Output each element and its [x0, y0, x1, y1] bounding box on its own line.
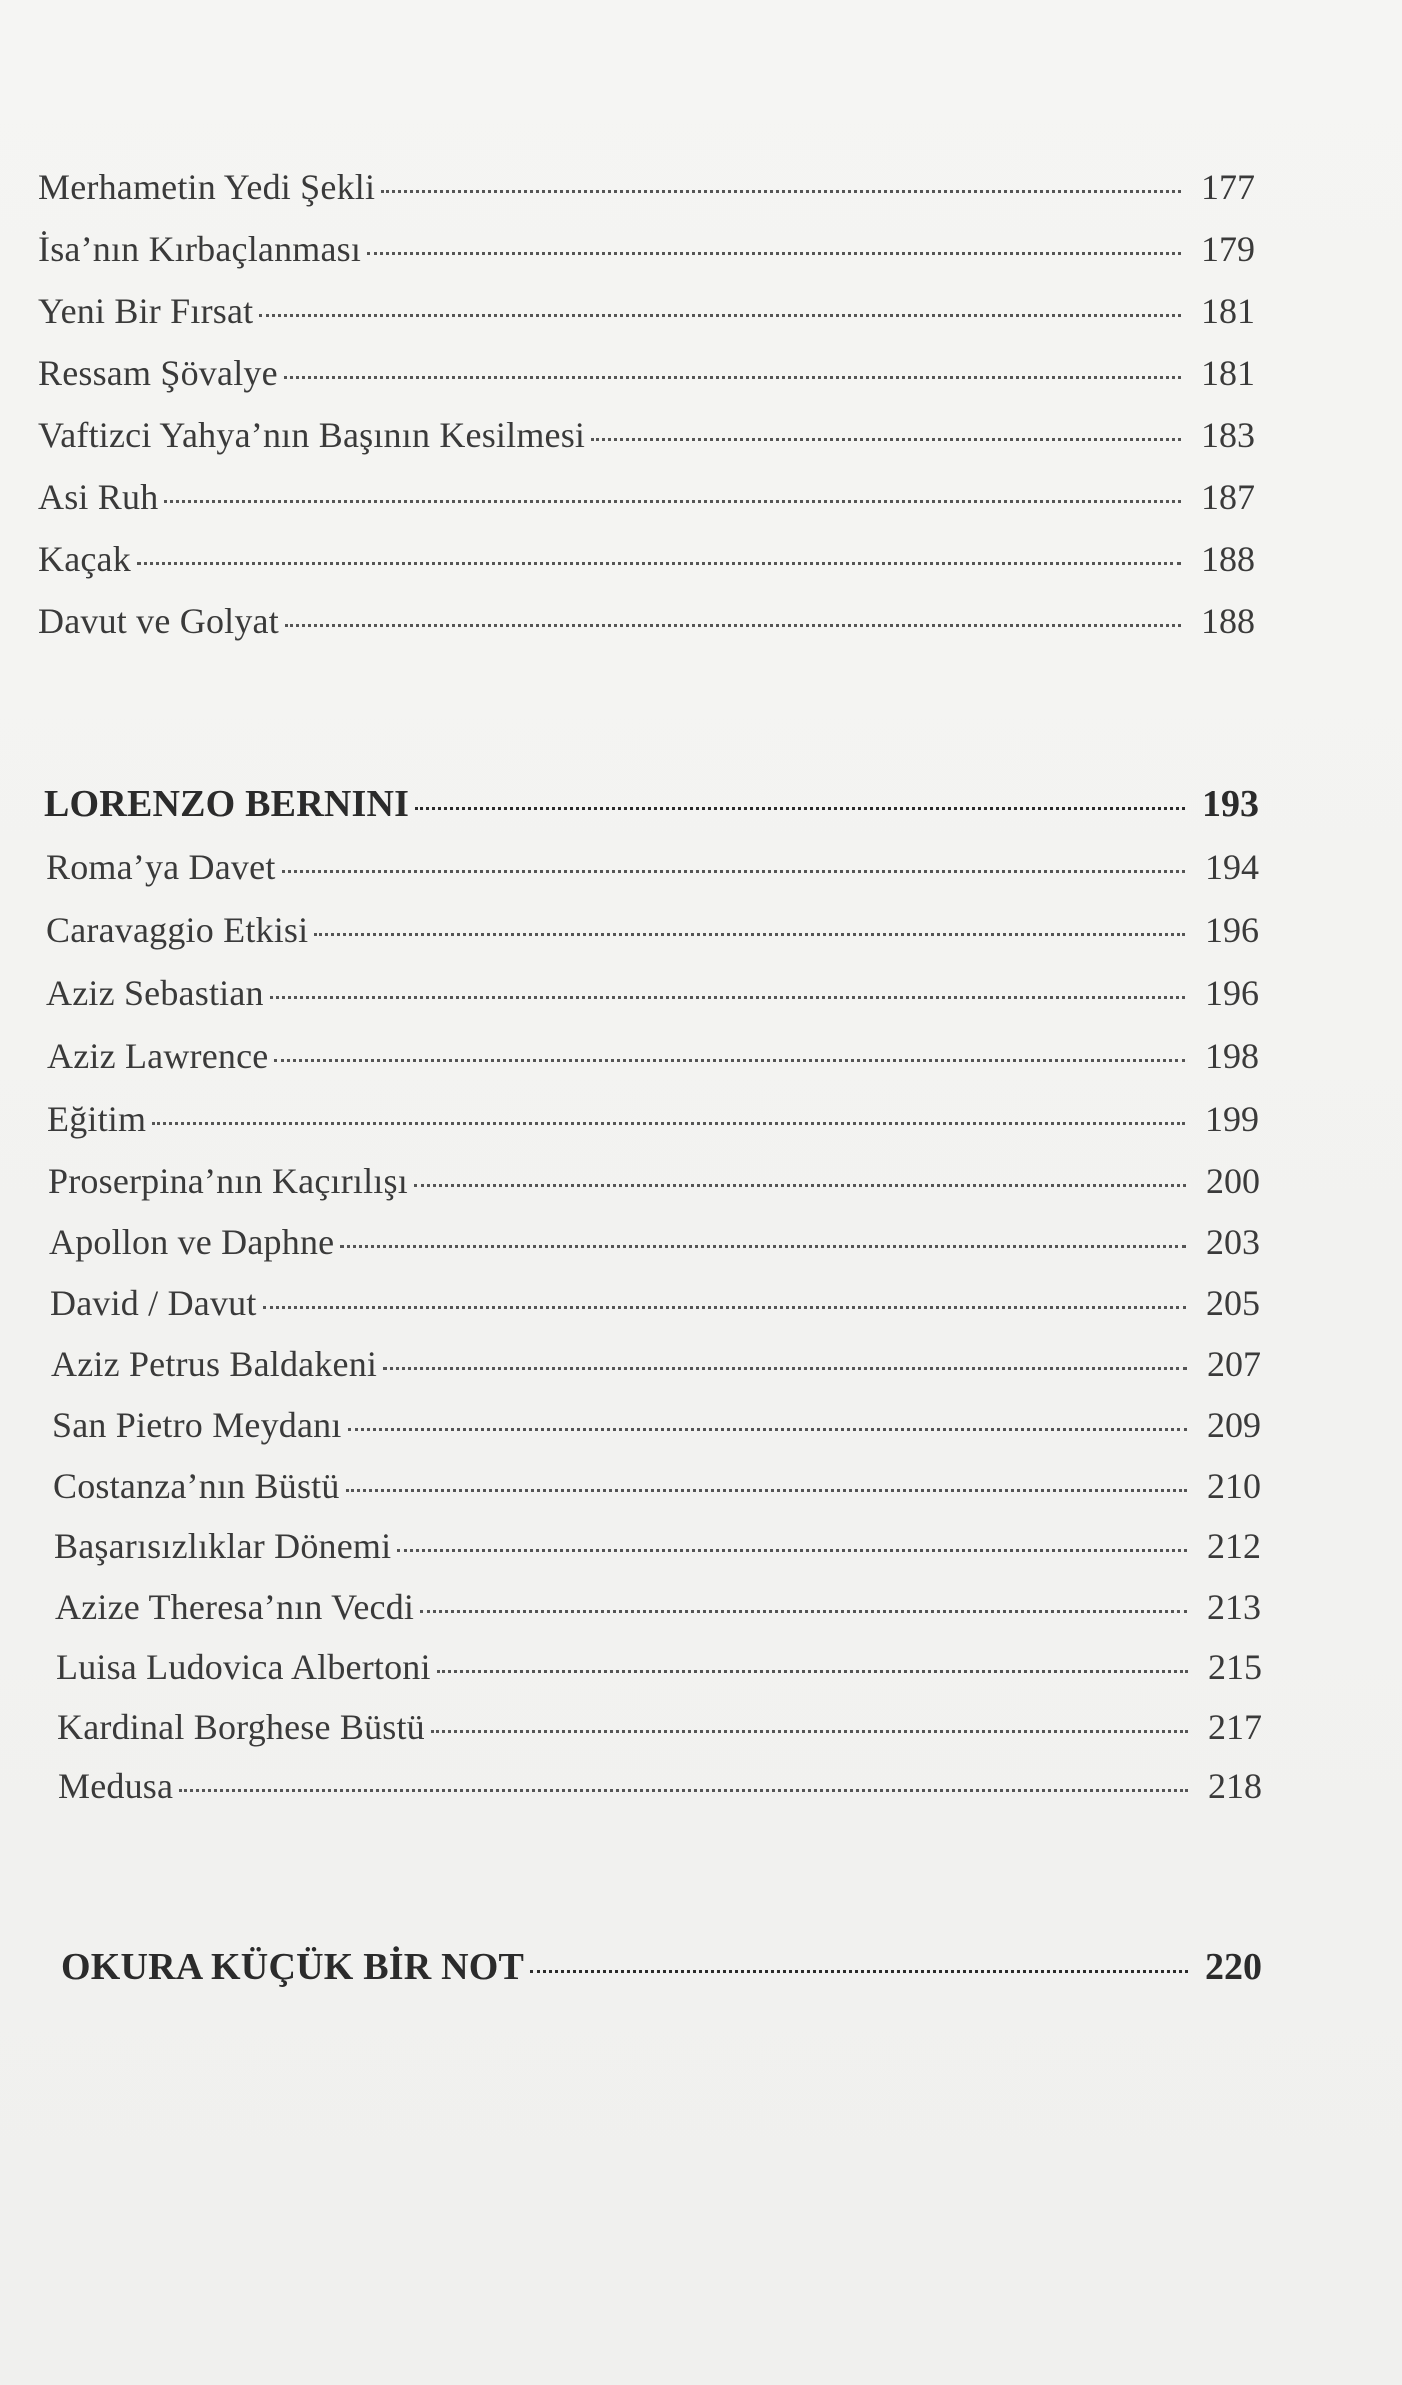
toc-entry	[54, 1525, 1261, 1575]
toc-entry-title: Davut ve Golyat	[38, 601, 279, 641]
toc-entry	[38, 414, 1255, 464]
dot-leader	[164, 500, 1181, 503]
toc-entry-page: 199	[1205, 1099, 1259, 1139]
dot-leader	[179, 1789, 1188, 1792]
toc-entry-page: 205	[1206, 1283, 1260, 1323]
dot-leader	[259, 314, 1181, 317]
dot-leader	[437, 1670, 1188, 1673]
toc-chapter-heading	[61, 1945, 1262, 1995]
toc-entry	[46, 909, 1259, 959]
toc-entry-title: Kaçak	[38, 539, 131, 579]
dot-leader	[530, 1970, 1188, 1973]
toc-entry-title: Apollon ve Daphne	[49, 1222, 335, 1262]
toc-entry-title: Ressam Şövalye	[38, 353, 278, 393]
toc-entry-page: 215	[1208, 1647, 1262, 1687]
dot-leader	[367, 252, 1181, 255]
toc-entry-page: 217	[1208, 1707, 1262, 1747]
toc-entry-page: 181	[1201, 353, 1255, 393]
dot-leader	[270, 996, 1185, 999]
toc-entry-title: Caravaggio Etkisi	[46, 910, 309, 950]
toc-entry	[38, 228, 1255, 278]
toc-entry-page: 218	[1208, 1766, 1262, 1806]
dot-leader	[431, 1730, 1188, 1733]
toc-entry-title: Aziz Sebastian	[46, 973, 264, 1013]
toc-entry-page: 181	[1201, 291, 1255, 331]
toc-entry	[38, 476, 1255, 526]
dot-leader	[282, 870, 1185, 873]
dot-leader	[152, 1122, 1185, 1125]
toc-entry	[51, 1343, 1261, 1393]
toc-entry-page: 187	[1201, 477, 1255, 517]
toc-entry	[48, 1160, 1260, 1210]
toc-entry	[38, 166, 1255, 216]
toc-entry-title: Medusa	[58, 1766, 174, 1806]
toc-entry	[58, 1765, 1262, 1815]
toc-entry	[46, 846, 1259, 896]
toc-entry-title: İsa’nın Kırbaçlanması	[38, 229, 362, 269]
toc-entry-page: 188	[1201, 539, 1255, 579]
toc-entry	[50, 1282, 1260, 1332]
dot-leader	[591, 438, 1181, 441]
chapter-page: 193	[1202, 783, 1259, 825]
dot-leader	[137, 562, 1181, 565]
toc-entry-page: 177	[1201, 167, 1255, 207]
toc-entry-page: 196	[1205, 973, 1259, 1013]
chapter-title: LORENZO BERNINI	[44, 783, 410, 825]
toc-entry-title: Luisa Ludovica Albertoni	[56, 1647, 431, 1687]
dot-leader	[274, 1059, 1185, 1062]
toc-entry-page: 212	[1207, 1526, 1261, 1566]
toc-entry	[49, 1221, 1260, 1271]
dot-leader	[346, 1489, 1187, 1492]
toc-entry	[55, 1586, 1261, 1636]
toc-entry-title: Kardinal Borghese Büstü	[57, 1707, 425, 1747]
chapter-page: 220	[1205, 1946, 1262, 1988]
dot-leader	[340, 1245, 1186, 1248]
toc-entry-title: Başarısızlıklar Dönemi	[54, 1526, 392, 1566]
toc-entry-page: 194	[1205, 847, 1259, 887]
dot-leader	[314, 933, 1185, 936]
toc-entry-page: 179	[1201, 229, 1255, 269]
toc-entry	[47, 1098, 1259, 1148]
toc-entry	[52, 1404, 1261, 1454]
dot-leader	[348, 1428, 1187, 1431]
toc-entry-page: 188	[1201, 601, 1255, 641]
toc-entry	[38, 290, 1255, 340]
toc-entry-page: 198	[1205, 1036, 1259, 1076]
toc-entry-title: Aziz Petrus Baldakeni	[51, 1344, 378, 1384]
dot-leader	[383, 1367, 1187, 1370]
toc-entry-title: Azize Theresa’nın Vecdi	[55, 1587, 415, 1627]
dot-leader	[263, 1306, 1186, 1309]
toc-entry-page: 210	[1207, 1466, 1261, 1506]
toc-entry-title: Eğitim	[47, 1099, 147, 1139]
toc-entry	[47, 1035, 1259, 1085]
dot-leader	[285, 624, 1181, 627]
toc-entry	[46, 972, 1259, 1022]
toc-entry-page: 213	[1207, 1587, 1261, 1627]
toc-entry-page: 196	[1205, 910, 1259, 950]
toc-entry-title: San Pietro Meydanı	[52, 1405, 342, 1445]
dot-leader	[397, 1549, 1187, 1552]
toc-entry-title: Yeni Bir Fırsat	[38, 291, 254, 331]
dot-leader	[381, 190, 1181, 193]
toc-entry-page: 183	[1201, 415, 1255, 455]
toc-entry-page: 209	[1207, 1405, 1261, 1445]
chapter-title: OKURA KÜÇÜK BİR NOT	[61, 1946, 525, 1988]
toc-entry	[57, 1706, 1262, 1756]
dot-leader	[414, 1184, 1186, 1187]
dot-leader	[420, 1610, 1187, 1613]
toc-entry-title: Merhametin Yedi Şekli	[38, 167, 376, 207]
toc-chapter-heading	[44, 782, 1259, 832]
toc-entry-title: Proserpina’nın Kaçırılışı	[48, 1161, 408, 1201]
toc-entry-page: 207	[1207, 1344, 1261, 1384]
toc-entry	[56, 1646, 1262, 1696]
toc-entry	[38, 538, 1255, 588]
toc-entry-title: David / Davut	[50, 1283, 257, 1323]
toc-entry-title: Aziz Lawrence	[47, 1036, 269, 1076]
toc-entry-title: Roma’ya Davet	[46, 847, 276, 887]
toc-entry-title: Vaftizci Yahya’nın Başının Kesilmesi	[38, 415, 586, 455]
dot-leader	[415, 807, 1185, 810]
toc-entry	[38, 352, 1255, 402]
toc-entry	[53, 1465, 1261, 1515]
toc-entry-page: 200	[1206, 1161, 1260, 1201]
dot-leader	[284, 376, 1181, 379]
toc-entry-title: Costanza’nın Büstü	[53, 1466, 340, 1506]
toc-entry-page: 203	[1206, 1222, 1260, 1262]
toc-entry	[38, 600, 1255, 650]
toc-entry-title: Asi Ruh	[38, 477, 159, 517]
